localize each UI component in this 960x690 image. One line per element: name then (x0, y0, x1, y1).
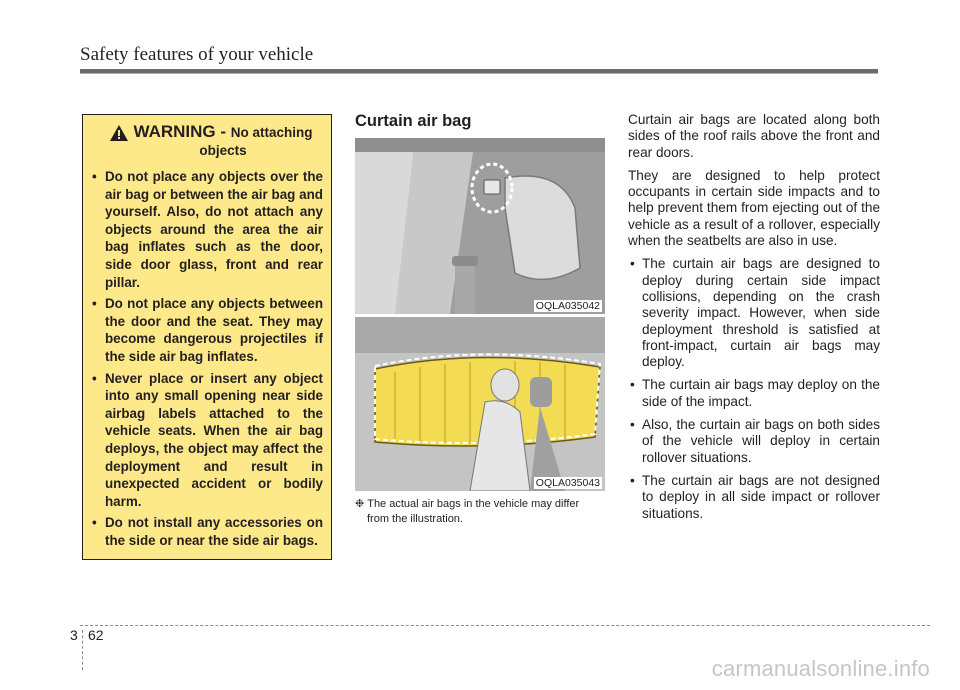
body-bullet: • Also, the curtain air bags on both sides of the vehicle will deploy in certain rollover situations. (628, 417, 880, 466)
warning-subtitle-line2: objects (199, 143, 247, 158)
figure-note (355, 497, 607, 527)
note-mark: ❉ (355, 498, 365, 510)
watermark-text: carmanualsonline.info (711, 656, 930, 681)
chapter-number: 3 (70, 627, 78, 643)
warning-title (133, 123, 312, 160)
figure-note-line2: from the illustration. (367, 513, 463, 525)
body-paragraph: Curtain air bags are located along both sides of the roof rails above the front and rear doors. (628, 112, 880, 160)
figure-curtain-airbag-label (355, 138, 605, 314)
warning-subtitle-line1: No attaching (230, 125, 313, 140)
warning-item: • Do not install any accessories on the side or near the side air bags. (91, 514, 323, 549)
warning-heading (99, 123, 323, 160)
warning-box (82, 114, 332, 560)
section-title: Curtain air bag (355, 112, 472, 130)
body-bullet: • The curtain air bags are designed to deploy during certain side impact collisions, depending on the crash severity impact. However, when side deployment threshold is satisfied at front-impact, curtain air bags may deploy. (628, 256, 880, 370)
warning-item: • Do not place any objects over the air bag or between the air bag and yourself. Also, do not attach any objects around the area the air bag inflates such as the door, side door glass, front and rear pillar. (91, 168, 323, 291)
warning-list (91, 168, 323, 549)
body-text-column (628, 112, 880, 529)
figure-note-line1: The actual air bags in the vehicle may differ (367, 498, 580, 510)
figure-curtain-airbag-deployed (355, 317, 605, 491)
page-number: 62 (88, 627, 104, 643)
airbag-deployed-illustration (355, 317, 605, 491)
footer-divider (82, 630, 83, 670)
warning-item: • Do not place any objects between the door and the seat. They may become dangerous projectiles if the side air bag inflates. (91, 295, 323, 365)
airbag-label-illustration (355, 138, 605, 314)
body-bullet: • The curtain air bags may deploy on the side of the impact. (628, 377, 880, 410)
page-header-title: Safety features of your vehicle (80, 44, 314, 65)
body-bullet: • The curtain air bags are not designed to deploy in all side impact or rollover situations. (628, 473, 880, 522)
figure-code: OQLA035042 (535, 300, 600, 312)
body-paragraph: They are designed to help protect occupants in certain side impacts and to help prevent them from ejecting out of the vehicle as a result of a rollover, especially when the seatbelts are also in use. (628, 167, 880, 249)
body-bullet-list (628, 256, 880, 521)
warning-label: WARNING - (133, 122, 231, 141)
warning-triangle-icon (109, 124, 129, 142)
footer-rule (80, 625, 930, 626)
figure-code: OQLA035043 (535, 477, 600, 489)
warning-item: • Never place or insert any object into any small opening near side airbag labels attached to the vehicle seats. When the air bag deploys, the object may affect the deployment and result in unexpected accident or bodily harm. (91, 370, 323, 511)
header-rule-thin (80, 73, 878, 74)
